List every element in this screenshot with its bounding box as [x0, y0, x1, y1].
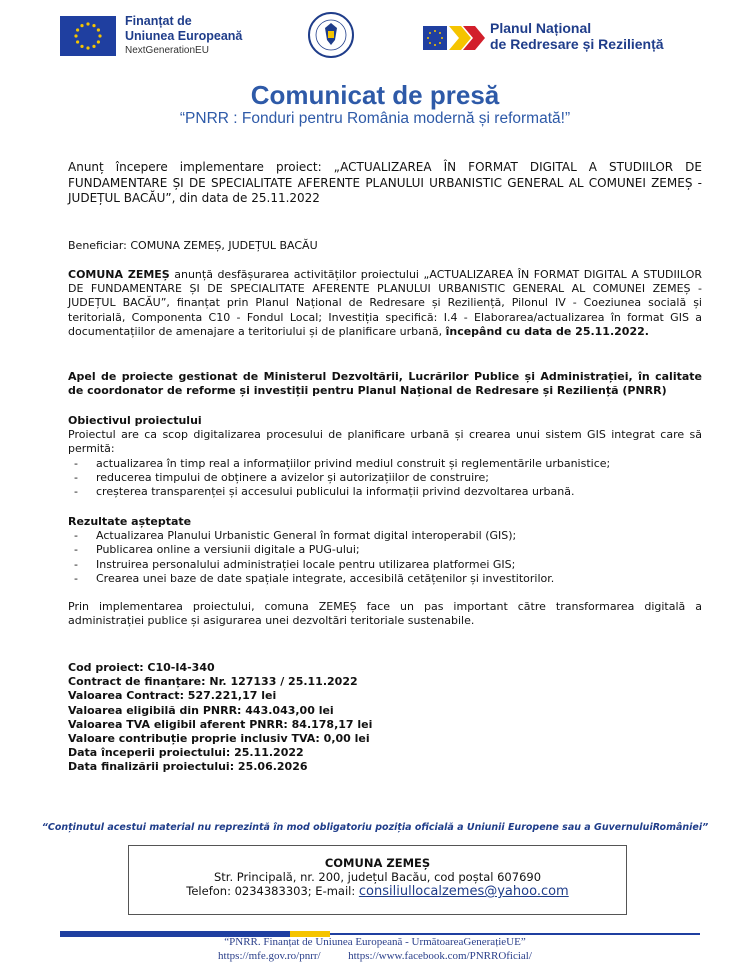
detail-line: Valoarea TVA eligibil aferent PNRR: 84.178,17 lei [68, 717, 373, 731]
call-paragraph: Apel de proiecte gestionat de Ministerul Dezvoltării, Lucrărilor Publice și Administrației, în calitate de coordonator de reforme și investiții pentru Planul Național de Redresare și Reziliență (PNRR) [68, 370, 702, 398]
detail-line: Data începerii proiectului: 25.11.2022 [68, 746, 304, 760]
page-subtitle: “PNRR : Fonduri pentru România modernă și reformată!” [179, 110, 571, 127]
intro-paragraph [68, 268, 702, 339]
list-item: - reducerea timpului de obținere a avizelor și autorizațiilor de construire; [68, 471, 702, 485]
results-title: Rezultate așteptate [68, 515, 192, 528]
detail-line: Data finalizării proiectului: 25.06.2026 [68, 760, 308, 774]
contact-address: Str. Principală, nr. 200, județul Bacău, cod poștal 607690 [213, 870, 542, 884]
list-item: - creșterea transparenței și accesului publicului la informații privind dezvoltarea urbană. [68, 485, 702, 499]
contact-box [128, 845, 627, 915]
intro-text: anunță desfășurarea activităților proiectului „ACTUALIZAREA ÎN FORMAT DIGITAL A STUDIILOR DE FUNDAMENTARE ȘI DE SPECIALITATE AFERENTE PLANULUI URBANISTIC GENERAL AL COMUNEI ZEMEȘ - JUDEȚUL BACĂU”, finanțat prin Planul Național de Redresare și Reziliență, Pilonul IV - Coeziunea socială și teritorială, Componenta C10 - Fondul Local; Investiția specifică: I.4 - Elaborarea/actualizarea în format GIS a documentațiilor de amenajare a teritoriului și de planificare urbană, [68, 268, 702, 338]
footer-link-mfe[interactable]: https://mfe.gov.ro/pnrr/ [218, 950, 321, 962]
eu-line1: Finanțat de [125, 14, 192, 28]
page-title: Comunicat de presă [250, 80, 500, 110]
romanian-government-logo [308, 12, 354, 58]
disclaimer: “Conținutul acestui material nu reprezintă în mod obligatoriu poziția oficială a Uniunii Europene sau a GuvernuluiRomâniei” [41, 822, 709, 833]
list-item: - Publicarea online a versiunii digitale a PUG-ului; [68, 543, 702, 557]
pnrr-flag-logo [423, 22, 487, 54]
email-link[interactable]: consiliullocalzemes@yahoo.com [358, 884, 569, 899]
detail-line: Valoare contribuție proprie inclusiv TVA: 0,00 lei [68, 732, 370, 746]
footer [0, 935, 750, 963]
objective-title: Obiectivul proiectului [68, 414, 202, 427]
results-section [68, 515, 702, 586]
conclusion-paragraph: Prin implementarea proiectului, comuna ZEMEȘ face un pas important către transformarea digitală a administrației publice și asigurarea unei dezvoltări teritoriale sustenabile. [68, 600, 702, 628]
objective-section [68, 414, 702, 499]
pnrr-line1: Planul Național [490, 20, 592, 36]
detail-line: Valoarea Contract: 527.221,17 lei [68, 689, 277, 703]
detail-line: Valoarea eligibilă din PNRR: 443.043,00 lei [68, 703, 334, 717]
objective-text: Proiectul are ca scop digitalizarea procesului de planificare urbană și crearea unui sistem GIS integrat care să permită: [68, 428, 702, 456]
eu-line2: Uniunea Europeană [125, 29, 243, 43]
list-item: - Instruirea personalului administrației locale pentru utilizarea platformei GIS; [68, 558, 702, 572]
announcement: Anunț începere implementare proiect: „ACTUALIZAREA ÎN FORMAT DIGITAL A STUDIILOR DE FUNDAMENTARE ȘI DE SPECIALITATE AFERENTE PLANULUI URBANISTIC GENERAL AL COMUNEI ZEMEȘ - JUDEȚUL BACĂU”, din data de 25.11.2022 [68, 160, 702, 205]
eu-funding-text [125, 14, 242, 57]
footer-link-facebook[interactable]: https://www.facebook.com/PNRROficial/ [348, 950, 532, 962]
project-details [68, 661, 372, 775]
list-item: - actualizarea în timp real a informațiilor privind mediul construit și reglementările urbanistice; [68, 457, 702, 471]
contact-phone-line [129, 884, 626, 899]
pnrr-title-text [490, 20, 664, 52]
list-item: - Actualizarea Planului Urbanistic General în format digital interoperabil (GIS); [68, 529, 702, 543]
footer-line1: “PNRR. Finanțat de Uniunea Europeană - UrmătoareaGenerațieUE” [224, 936, 526, 948]
objective-list [68, 457, 702, 500]
footer-links [0, 949, 750, 963]
detail-line: Contract de finanțare: Nr. 127133 / 25.11.2022 [68, 675, 358, 689]
contact-name: COMUNA ZEMEȘ [324, 856, 431, 870]
eu-line3: NextGenerationEU [125, 45, 209, 56]
intro-tail: începând cu data de 25.11.2022. [445, 324, 649, 338]
beneficiary: Beneficiar: COMUNA ZEMEȘ, JUDEȚUL BACĂU [68, 239, 318, 252]
contact-phone: Telefon: 0234383303; E-mail: [186, 884, 359, 898]
detail-line: Cod proiect: C10-I4-340 [68, 661, 215, 674]
intro-lead: COMUNA ZEMEȘ [68, 268, 170, 281]
eu-flag-logo [60, 16, 116, 56]
list-item: - Crearea unei baze de date spațiale integrate, accesibilă cetățenilor și investitorilor. [68, 572, 702, 586]
results-list [68, 529, 702, 586]
footer-divider [60, 922, 700, 928]
pnrr-line2: de Redresare și Reziliență [490, 36, 664, 52]
